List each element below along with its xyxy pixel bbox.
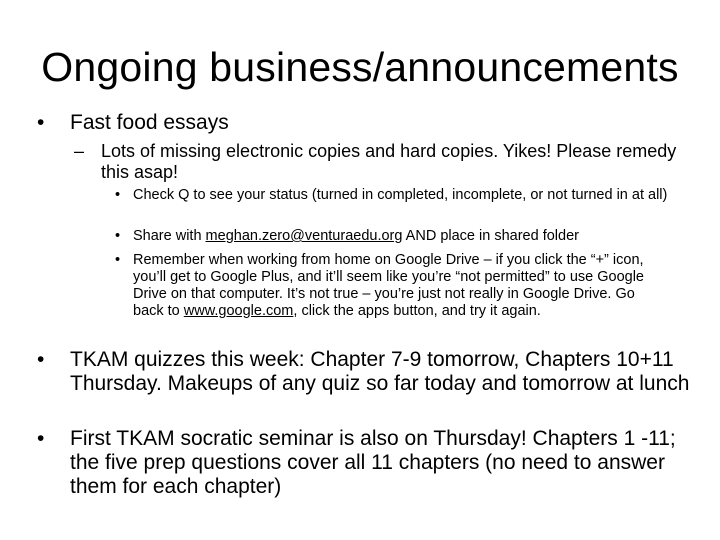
sub-sub-bullet-google-drive [115,252,663,320]
bullet-fast-food-essays [37,111,690,135]
bullet-text: TKAM quizzes this week: Chapter 7-9 tomorrow, Chapters 10+11 Thursday. Makeups of any quiz so far today and tomorrow at lunch [70,348,690,395]
text-segment: AND place in shared folder [402,228,579,244]
bullet-socratic-seminar [37,427,690,499]
sub-sub-bullet-check-status [115,187,673,204]
slide-title: Ongoing business/announcements [41,44,679,90]
email-link[interactable]: meghan.zero@venturaedu.org [205,228,403,244]
sub-sub-bullet-text: Check Q to see your status (turned in completed, incomplete, or not turned in at all) [133,187,668,203]
text-segment: , click the apps button, and try it again. [293,303,541,319]
sub-sub-bullet-text [133,252,663,320]
dash-marker: – [74,141,85,161]
text-segment: Share with [133,228,206,244]
bullet-text: First TKAM socratic seminar is also on Thursday! Chapters 1 -11; the five prep questions cover all 11 chapters (no need to answer them for each chapter) [70,427,676,498]
text-segment: Remember when working from home on Google Drive – if you click the “+” icon, you’ll get to Google Plus, and it’ll seem like you’re “not permitted” to use Google Drive on that computer. It’s not true – you’re just not really in Google Drive. Go back to [133,252,644,319]
sub-bullet-text: Lots of missing electronic copies and hard copies. Yikes! Please remedy this asap! [101,141,677,182]
bullet-marker: • [115,252,121,268]
bullet-marker: • [115,187,121,203]
bullet-marker: • [115,228,121,244]
sub-sub-bullet-share [115,228,678,245]
bullet-marker: • [37,111,45,134]
bullet-tkam-quizzes [37,348,690,396]
bullet-marker: • [37,427,45,450]
bullet-marker: • [37,348,45,371]
sub-sub-bullet-text [133,228,678,245]
google-link[interactable]: www.google.com [183,303,294,319]
sub-bullet-missing-copies [74,141,686,183]
bullet-text: Fast food essays [70,111,229,134]
